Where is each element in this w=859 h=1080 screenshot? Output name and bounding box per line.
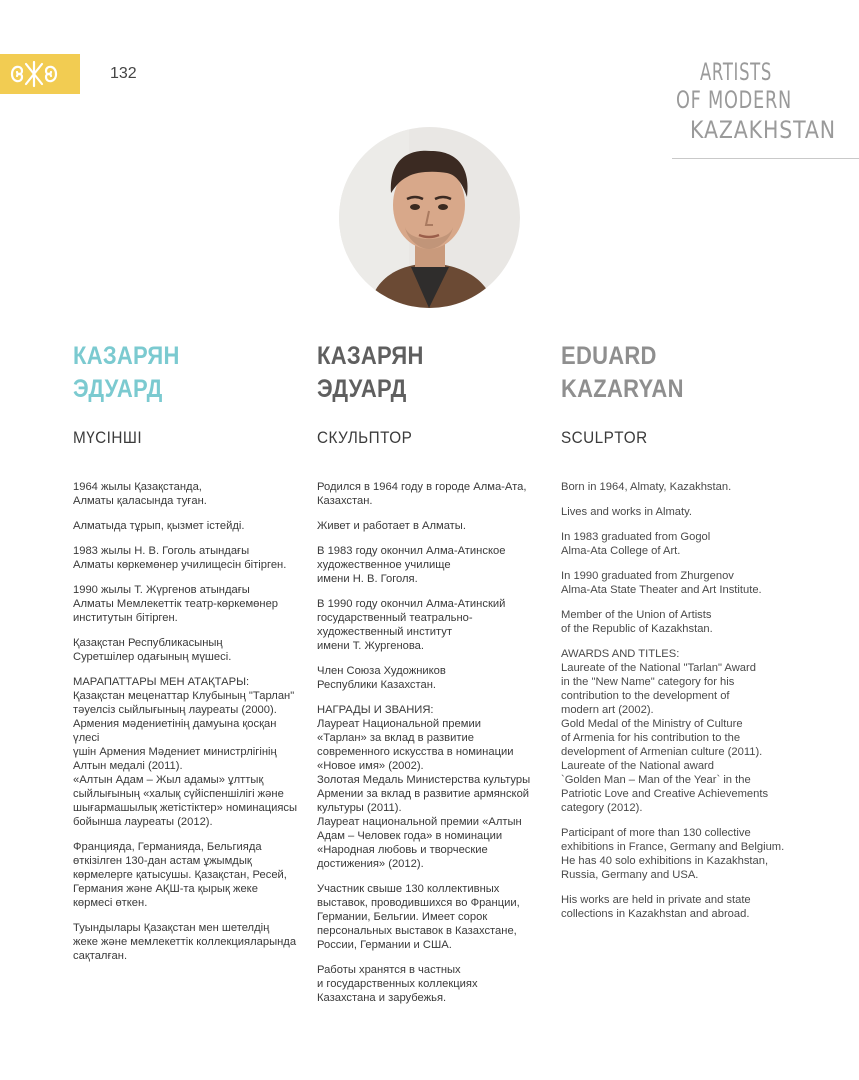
bio-paragraph: В 1990 году окончил Алма-Атинский государственный театрально- художественный институт имени Т. Жургенова. xyxy=(317,598,506,652)
artist-role: СКУЛЬПТОР xyxy=(317,428,413,447)
page-number: 132 xyxy=(110,65,137,82)
bio-paragraph: Работы хранятся в частных и государственных коллекциях Казахстана и зарубежья. xyxy=(317,964,478,1004)
ornament-tab xyxy=(0,54,80,94)
bio-paragraph: Алматыда тұрып, қызмет істейді. xyxy=(73,520,245,532)
name-line-2: KAZARYAN xyxy=(561,375,684,403)
kazakh-ornament-icon xyxy=(8,59,60,89)
bio-paragraph: Born in 1964, Almaty, Kazakhstan. xyxy=(561,481,732,493)
logo-divider xyxy=(672,158,859,159)
bio-paragraph: 1990 жылы Т. Жүргенов атындағы Алматы Мемлекеттік театр-көркемөнер институтын бітірген. xyxy=(73,584,279,624)
awards-paragraph: МАРАПАТТАРЫ МЕН АТАҚТАРЫ: Қазақстан меценаттар Клубының "Тарлан" тәуелсіз сыйлығының лауреаты (2000). Армения мәдениетінің дамуына қосқан үлесі үшін Армения Мәдениет министрлігінің Алтын медалі (2011). «Алтын Адам – Жыл адамы» ұлттық сыйлығының «халық сүйіспеншілігі және шығармашылық жетістіктер» номинациясы бойынша лауреаты (2012). xyxy=(73,676,298,828)
awards-paragraph: НАГРАДЫ И ЗВАНИЯ: Лауреат Национальной премии «Тарлан» за вклад в развитие современного искусства в номинации «Новое имя» (2002). Золотая Медаль Министерства культуры Армении за вклад в развитие армянской культуры (2011). Лауреат национальной премии «Алтын Адам – Человек года» в номинации «Народная любовь и творческие достижения» (2012). xyxy=(317,704,531,870)
name-line-2: ЭДУАРД xyxy=(317,375,407,403)
bio-paragraph: Member of the Union of Artists of the Republic of Kazakhstan. xyxy=(561,609,713,635)
biography xyxy=(317,480,547,1005)
logo-line-2: OF MODERN xyxy=(676,86,792,114)
name-line-2: ЭДУАРД xyxy=(73,375,163,403)
bio-paragraph: His works are held in private and state collections in Kazakhstan and abroad. xyxy=(561,894,751,920)
artist-name xyxy=(317,340,519,406)
bio-paragraph: Член Союза Художников Республики Казахстан. xyxy=(317,665,446,691)
bio-paragraph: In 1983 graduated from Gogol Alma-Ata College of Art. xyxy=(561,531,711,557)
bio-paragraph: Родился в 1964 году в городе Алма-Ата, Казахстан. xyxy=(317,481,527,507)
bio-paragraph: 1964 жылы Қазақстанда, Алматы қаласында туған. xyxy=(73,481,207,507)
artist-role: SCULPTOR xyxy=(561,428,648,447)
bio-paragraph: Францияда, Германияда, Бельгияда өткізілген 130-дан астам ұжымдық көрмелерге қатысушы. Қазақстан, Ресей, Германия және АҚШ-та қырық жеке көрмесі өткен. xyxy=(73,841,287,909)
biography xyxy=(73,480,303,963)
series-logo xyxy=(672,50,858,162)
biography xyxy=(561,480,791,921)
artist-name xyxy=(561,340,763,406)
bio-paragraph: 1983 жылы Н. В. Гоголь атындағы Алматы көркемөнер училищесін бітірген. xyxy=(73,545,287,571)
logo-line-1: ARTISTS xyxy=(700,58,772,86)
bio-paragraph: In 1990 graduated from Zhurgenov Alma-Ata State Theater and Art Institute. xyxy=(561,570,762,596)
bio-paragraph: Participant of more than 130 collective exhibitions in France, Germany and Belgium. He has 40 solo exhibitions in Kazakhstan, Russia, Germany and USA. xyxy=(561,827,785,881)
name-line-1: КАЗАРЯН xyxy=(317,342,424,370)
kazakh-column xyxy=(73,340,303,974)
artist-role: МҮСІНШІ xyxy=(73,428,143,447)
bio-paragraph: Живет и работает в Алматы. xyxy=(317,520,466,532)
english-column xyxy=(561,340,791,932)
russian-column xyxy=(317,340,547,1016)
bio-paragraph: Lives and works in Almaty. xyxy=(561,506,692,518)
bio-paragraph: Қазақстан Республикасының Суретшілер одағының мүшесі. xyxy=(73,637,232,663)
artist-portrait xyxy=(339,127,520,308)
artist-name xyxy=(73,340,275,406)
bio-paragraph: В 1983 году окончил Алма-Атинское художественное училище имени Н. В. Гоголя. xyxy=(317,545,506,585)
awards-paragraph: AWARDS AND TITLES: Laureate of the National "Tarlan" Award in the "New Name" category for his contribution to the development of modern art (2002). Gold Medal of the Ministry of Culture of Armenia for his contribution to the development of Armenian culture (2011). Laureate of the National award `Golden Man – Man of the Year` in the Patriotic Love and Creative Achievements category (2012). xyxy=(561,648,769,814)
bio-paragraph: Туындылары Қазақстан мен шетелдің жеке және мемлекеттік коллекцияларында сақталған. xyxy=(73,922,297,962)
name-line-1: КАЗАРЯН xyxy=(73,342,180,370)
logo-line-3: KAZAKHSTAN xyxy=(690,116,836,144)
name-line-1: EDUARD xyxy=(561,342,657,370)
bio-paragraph: Участник свыше 130 коллективных выставок, проводившихся во Франции, Германии, Бельгии. Имеет сорок персональных выставок в Казахстане, России, Германии и США. xyxy=(317,883,520,951)
